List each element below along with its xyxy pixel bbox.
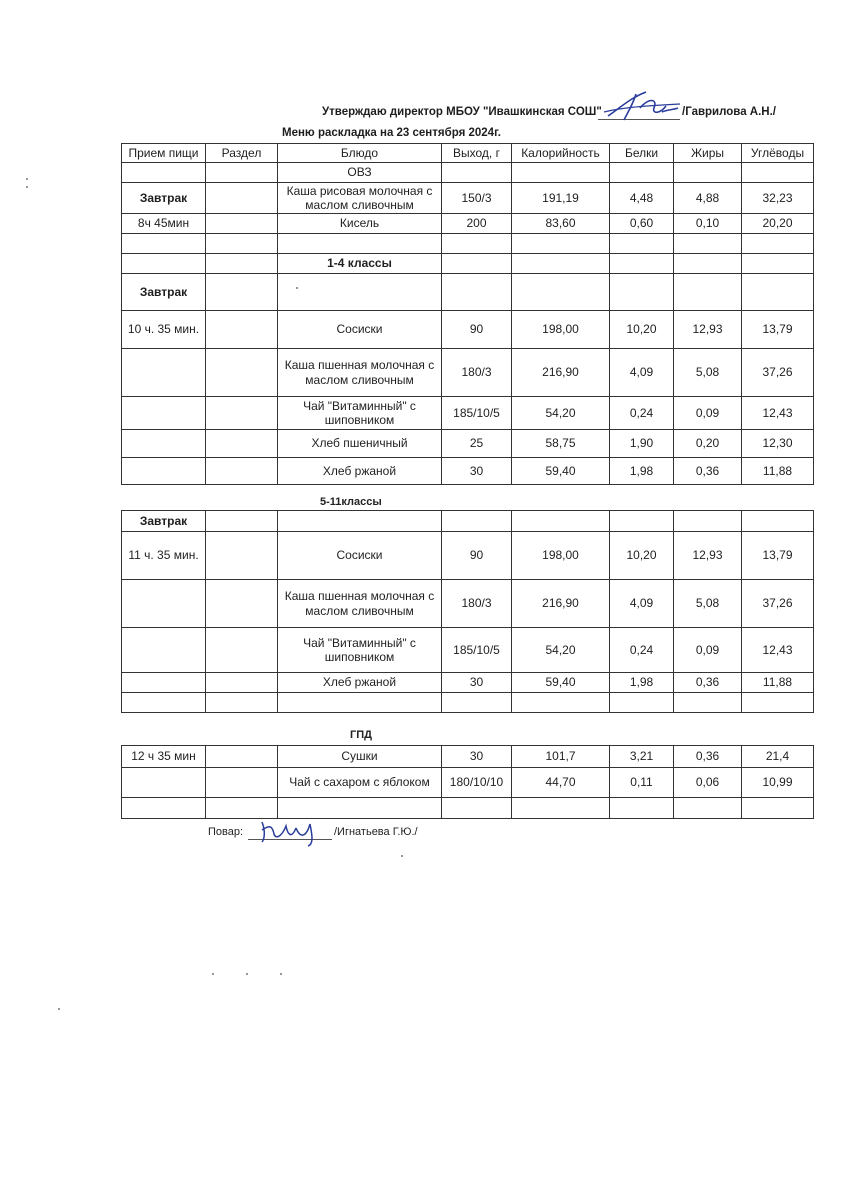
- section-label-ovz: ОВЗ: [278, 163, 442, 183]
- dish-name: Хлеб ржаной: [278, 458, 442, 485]
- meal-time: 8ч 45мин: [122, 214, 206, 234]
- protein-value: 0,11: [610, 768, 674, 798]
- protein-value: 1,98: [610, 673, 674, 693]
- carbs-value: 11,88: [742, 458, 814, 485]
- menu-table-2: [121, 510, 814, 713]
- fat-value: 0,09: [674, 628, 742, 673]
- section-label-1-4: 1-4 классы: [278, 254, 442, 274]
- output-value: 180/10/10: [442, 768, 512, 798]
- carbs-value: 13,79: [742, 311, 814, 349]
- dish-name: Кисель: [278, 214, 442, 234]
- calories-value: 54,20: [512, 628, 610, 673]
- meal-label: Завтрак: [122, 183, 206, 214]
- table-row: [122, 349, 814, 397]
- scan-speck: [26, 178, 28, 180]
- calories-value: 44,70: [512, 768, 610, 798]
- col-dish: Блюдо: [278, 144, 442, 163]
- calories-value: 191,19: [512, 183, 610, 214]
- calories-value: 198,00: [512, 532, 610, 580]
- protein-value: 4,09: [610, 349, 674, 397]
- scan-speck: [280, 973, 282, 975]
- table-row: [122, 532, 814, 580]
- protein-value: 3,21: [610, 746, 674, 768]
- dish-name: Хлеб пшеничный: [278, 430, 442, 458]
- carbs-value: 13,79: [742, 532, 814, 580]
- calories-value: 101,7: [512, 746, 610, 768]
- protein-value: 4,09: [610, 580, 674, 628]
- table-row: [122, 311, 814, 349]
- output-value: 25: [442, 430, 512, 458]
- table-row-empty: [122, 798, 814, 819]
- scan-speck: [296, 287, 298, 289]
- output-value: 30: [442, 746, 512, 768]
- protein-value: 10,20: [610, 532, 674, 580]
- cook-name: /Игнатьева Г.Ю./: [334, 826, 418, 838]
- fat-value: 5,08: [674, 349, 742, 397]
- dish-name: Чай с сахаром с яблоком: [278, 768, 442, 798]
- director-signature: [600, 86, 684, 126]
- output-value: 185/10/5: [442, 397, 512, 430]
- output-value: 150/3: [442, 183, 512, 214]
- carbs-value: 11,88: [742, 673, 814, 693]
- table-row: [122, 673, 814, 693]
- carbs-value: 37,26: [742, 349, 814, 397]
- output-value: 90: [442, 311, 512, 349]
- carbs-value: 21,4: [742, 746, 814, 768]
- protein-value: 1,90: [610, 430, 674, 458]
- calories-value: 59,40: [512, 458, 610, 485]
- meal-label: Завтрак: [122, 511, 206, 532]
- protein-value: 10,20: [610, 311, 674, 349]
- meal-label: Завтрак: [122, 274, 206, 311]
- table-row: [122, 183, 814, 214]
- fat-value: 5,08: [674, 580, 742, 628]
- table-row: [122, 254, 814, 274]
- meal-time: 12 ч 35 мин: [122, 746, 206, 768]
- fat-value: 0,20: [674, 430, 742, 458]
- output-value: 30: [442, 673, 512, 693]
- protein-value: 1,98: [610, 458, 674, 485]
- fat-value: 4,88: [674, 183, 742, 214]
- calories-value: 198,00: [512, 311, 610, 349]
- output-value: 30: [442, 458, 512, 485]
- dish-name: Каша пшенная молочная с маслом сливочным: [278, 349, 442, 397]
- calories-value: 58,75: [512, 430, 610, 458]
- fat-value: 0,36: [674, 673, 742, 693]
- carbs-value: 32,23: [742, 183, 814, 214]
- scan-speck: [246, 973, 248, 975]
- protein-value: 0,60: [610, 214, 674, 234]
- dish-name: Сосиски: [278, 311, 442, 349]
- dish-name: Чай "Витаминный" с шиповником: [278, 397, 442, 430]
- col-carbs: Углёводы: [742, 144, 814, 163]
- table-row: [122, 628, 814, 673]
- calories-value: 59,40: [512, 673, 610, 693]
- table-row-empty: [122, 693, 814, 713]
- table-row: [122, 430, 814, 458]
- table-row: [122, 274, 814, 311]
- scan-speck: [26, 186, 28, 188]
- header-row: [122, 144, 814, 163]
- carbs-value: 37,26: [742, 580, 814, 628]
- dish-name: Чай "Витаминный" с шиповником: [278, 628, 442, 673]
- protein-value: 0,24: [610, 397, 674, 430]
- output-value: 185/10/5: [442, 628, 512, 673]
- calories-value: 216,90: [512, 580, 610, 628]
- carbs-value: 12,43: [742, 628, 814, 673]
- table-row: [122, 397, 814, 430]
- fat-value: 0,10: [674, 214, 742, 234]
- fat-value: 0,36: [674, 746, 742, 768]
- carbs-value: 20,20: [742, 214, 814, 234]
- output-value: 200: [442, 214, 512, 234]
- protein-value: 4,48: [610, 183, 674, 214]
- scan-speck: [58, 1008, 60, 1010]
- col-protein: Белки: [610, 144, 674, 163]
- menu-title: Меню раскладка на 23 сентября 2024г.: [282, 127, 501, 139]
- output-value: 90: [442, 532, 512, 580]
- dish-name: Сушки: [278, 746, 442, 768]
- scan-speck: [212, 973, 214, 975]
- carbs-value: 12,30: [742, 430, 814, 458]
- scan-speck: [401, 855, 403, 857]
- output-value: 180/3: [442, 349, 512, 397]
- table-row: [122, 214, 814, 234]
- fat-value: 0,09: [674, 397, 742, 430]
- dish-name: Каша рисовая молочная с маслом сливочным: [278, 183, 442, 214]
- col-calories: Калорийность: [512, 144, 610, 163]
- table-row: [122, 746, 814, 768]
- col-fat: Жиры: [674, 144, 742, 163]
- col-output: Выход, г: [442, 144, 512, 163]
- approval-text: Утверждаю директор МБОУ "Ивашкинская СОШ": [322, 106, 602, 118]
- table-row: [122, 768, 814, 798]
- meal-time: 11 ч. 35 мин.: [122, 532, 206, 580]
- table-row: [122, 163, 814, 183]
- protein-value: 0,24: [610, 628, 674, 673]
- dish-name: Хлеб ржаной: [278, 673, 442, 693]
- dish-name: Сосиски: [278, 532, 442, 580]
- table-row: [122, 511, 814, 532]
- dish-name: Каша пшенная молочная с маслом сливочным: [278, 580, 442, 628]
- fat-value: 12,93: [674, 532, 742, 580]
- carbs-value: 12,43: [742, 397, 814, 430]
- col-section: Раздел: [206, 144, 278, 163]
- output-value: 180/3: [442, 580, 512, 628]
- section-label-gpd: ГПД: [350, 729, 372, 741]
- director-name: /Гаврилова А.Н./: [682, 106, 777, 118]
- calories-value: 216,90: [512, 349, 610, 397]
- menu-table-3: [121, 745, 814, 819]
- calories-value: 83,60: [512, 214, 610, 234]
- fat-value: 0,06: [674, 768, 742, 798]
- meal-time: 10 ч. 35 мин.: [122, 311, 206, 349]
- fat-value: 12,93: [674, 311, 742, 349]
- col-meal: Прием пищи: [122, 144, 206, 163]
- menu-table-1: [121, 143, 814, 485]
- cook-label: Повар:: [208, 826, 244, 838]
- table-row-empty: [122, 234, 814, 254]
- table-row: [122, 458, 814, 485]
- section-label-5-11: 5-11классы: [320, 496, 382, 508]
- fat-value: 0,36: [674, 458, 742, 485]
- cook-signature: [256, 812, 336, 848]
- table-row: [122, 580, 814, 628]
- carbs-value: 10,99: [742, 768, 814, 798]
- calories-value: 54,20: [512, 397, 610, 430]
